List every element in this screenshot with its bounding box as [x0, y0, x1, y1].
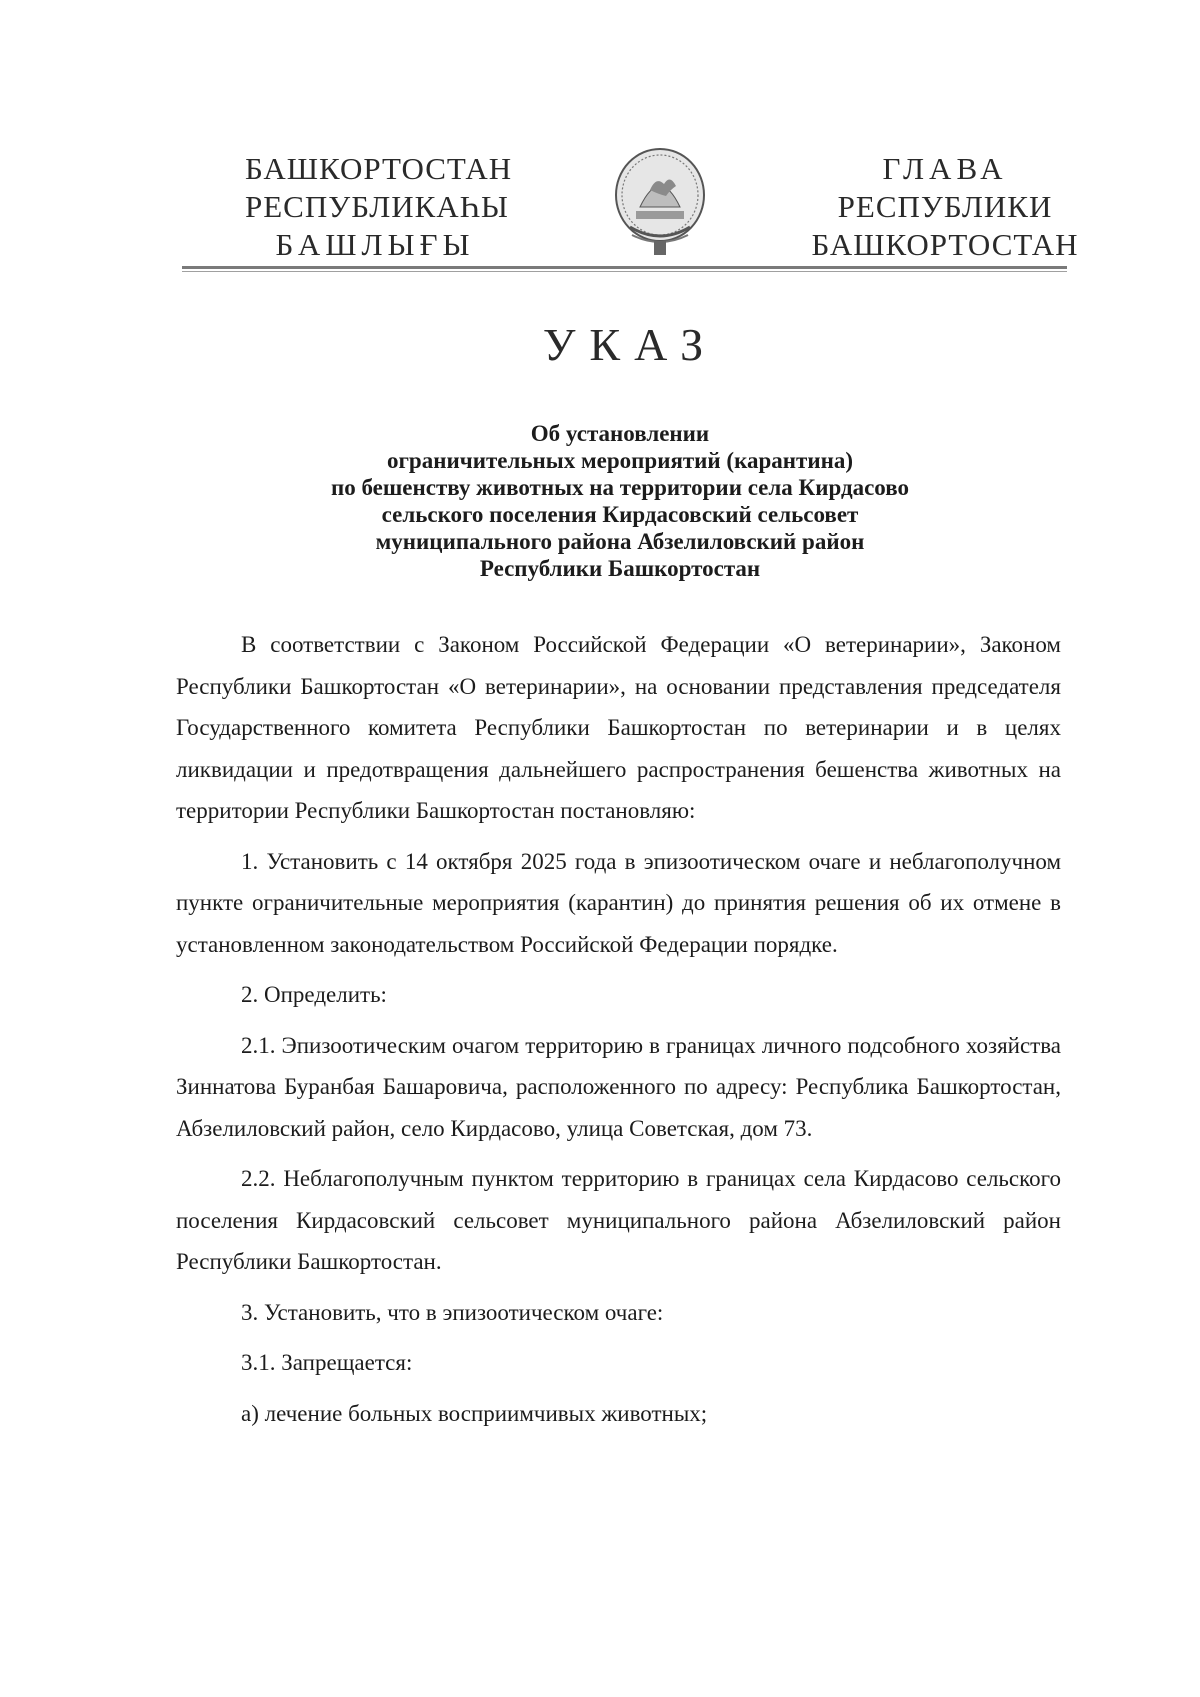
subject-line-3: по бешенству животных на территории села Кирдасово — [330, 475, 909, 500]
header-right-line-3: БАШКОРТОСТАН — [811, 227, 1079, 262]
paragraph-2-2: 2.2. Неблагополучным пунктом территорию в границах села Кирдасово сельского поселения Кирдасовский сельсовет муниципального района Абзелиловский район Республики Башкортостан. — [176, 1166, 1061, 1274]
document-subject — [180, 420, 1060, 582]
subject-line-2: ограничительных мероприятий (карантина) — [386, 448, 854, 473]
subject-line-5: муниципального района Абзелиловский район — [375, 529, 865, 554]
coat-of-arms-emblem-icon — [610, 145, 710, 263]
document-header — [180, 150, 1080, 270]
header-left-line-2: РЕСПУБЛИКАҺЫ — [245, 189, 509, 224]
subject-line-1: Об установлении — [530, 421, 710, 446]
subject-line-6: Республики Башкортостан — [479, 556, 761, 581]
header-russian-title — [795, 150, 1095, 264]
header-bashkir-title — [245, 150, 513, 264]
paragraph-3: 3. Установить, что в эпизоотическом очаге: — [241, 1299, 664, 1325]
paragraph-1: 1. Установить с 14 октября 2025 года в эпизоотическом очаге и неблагополучном пункте ограничительные мероприятия (карантин) до принятия решения об их отмене в установленном законодательством Российской Федерации порядке. — [176, 848, 1061, 957]
paragraph-2-1: 2.1. Эпизоотическим очагом территорию в границах личного подсобного хозяйства Зиннатова Буранбая Башаровича, расположенного по адресу: Республика Башкортостан, Абзелиловский район, село Кирдасово, улица Советская, дом 73. — [176, 1032, 1061, 1141]
header-right-line-1: ГЛАВА — [882, 151, 1008, 186]
paragraph-2: 2. Определить: — [241, 982, 387, 1007]
document-title: УКАЗ — [542, 319, 718, 370]
paragraph-3-1: 3.1. Запрещается: — [241, 1350, 413, 1375]
header-divider — [182, 266, 1067, 269]
paragraph-3-1-a: а) лечение больных восприимчивых животных; — [241, 1400, 708, 1426]
document-body — [176, 624, 1061, 1443]
header-left-line-1: БАШКОРТОСТАН — [245, 151, 513, 186]
subject-line-4: сельского поселения Кирдасовский сельсовет — [381, 502, 859, 527]
paragraph-preamble: В соответствии с Законом Российской Федерации «О ветеринарии», Законом Республики Башкортостан «О ветеринарии», на основании представления председателя Государственного комитета Республики Башкортостан по ветеринарии и в целях ликвидации и предотвращения дальнейшего распространения бешенства животных на территории Республики Башкортостан постановляю: — [176, 632, 1061, 823]
header-divider-thin — [182, 271, 1067, 272]
header-right-line-2: РЕСПУБЛИКИ — [837, 189, 1053, 224]
header-left-line-3: БАШЛЫҒЫ — [275, 227, 475, 262]
